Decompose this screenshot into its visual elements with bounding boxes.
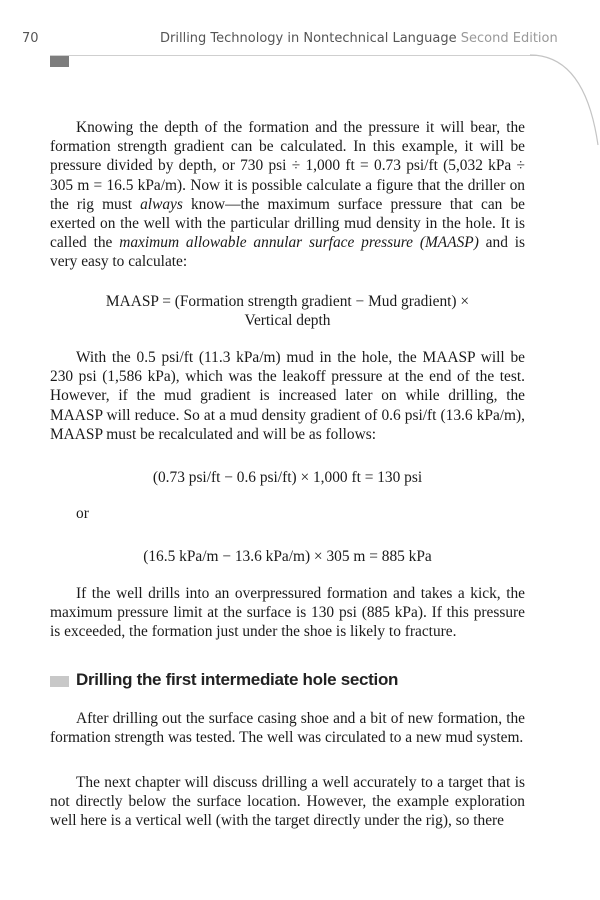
equation-kpa: (16.5 kPa/m − 13.6 kPa/m) × 305 m = 885 kPa [143, 548, 432, 565]
maasp-formula-line1: MAASP = (Formation strength gradient − Mud gradient) × [105, 293, 470, 310]
book-title: Drilling Technology in Nontechnical Language [160, 31, 457, 46]
running-head [160, 31, 558, 46]
paragraph-intermediate-hole: After drilling out the surface casing shoe and a bit of new formation, the formation strength was tested. The well was circulated to a new mud system. [50, 710, 525, 747]
equation-psi: (0.73 psi/ft − 0.6 psi/ft) × 1,000 ft = 130 psi [152, 469, 423, 486]
edition-label: Second Edition [460, 31, 558, 46]
paragraph-formation-strength: Knowing the depth of the formation and the pressure it will bear, the formation strength gradient can be calculated. In this example, it will be pressure divided by depth, or 730 psi ÷ 1,000 ft = 0.73 psi/ft (5,032 kPa ÷ 305 m = 16.5 kPa/m). Now it is possible calculate a figure that the driller on the rig must always know—the maximum surface pressure that can be exerted on the well with the particular drilling mud density in the hole. It is called the maximum allowable annular surface pressure (MAASP) and is very easy to calculate: [50, 119, 525, 271]
paragraph-kick: If the well drills into an overpressured formation and takes a kick, the maximum pressure limit at the surface is 130 psi (885 kPa). If this pressure is exceeded, the formation just under the shoe is likely to fracture. [50, 585, 525, 641]
paragraph-mud-gradient: With the 0.5 psi/ft (11.3 kPa/m) mud in the hole, the MAASP will be 230 psi (1,586 kPa), which was the leakoff pressure at the end of the test. However, if the mud gradient is increased later on while drilling, the MAASP will reduce. So at a mud density gradient of 0.6 psi/ft (13.6 kPa/m), MAASP must be recalculated and will be as follows: [50, 349, 525, 443]
header-marker [50, 56, 69, 67]
page-corner-curve [530, 40, 600, 150]
section-marker [50, 676, 69, 687]
page-number: 70 [22, 31, 39, 46]
section-title: Drilling the first intermediate hole section [76, 670, 399, 689]
maasp-formula-line2: Vertical depth [244, 312, 331, 329]
paragraph-next-chapter: The next chapter will discuss drilling a well accurately to a target that is not directly below the surface location. However, the example exploration well here is a vertical well (with the target directly under the rig), so there [50, 774, 525, 830]
header-rule [50, 55, 538, 56]
or-connector: or [76, 505, 89, 522]
